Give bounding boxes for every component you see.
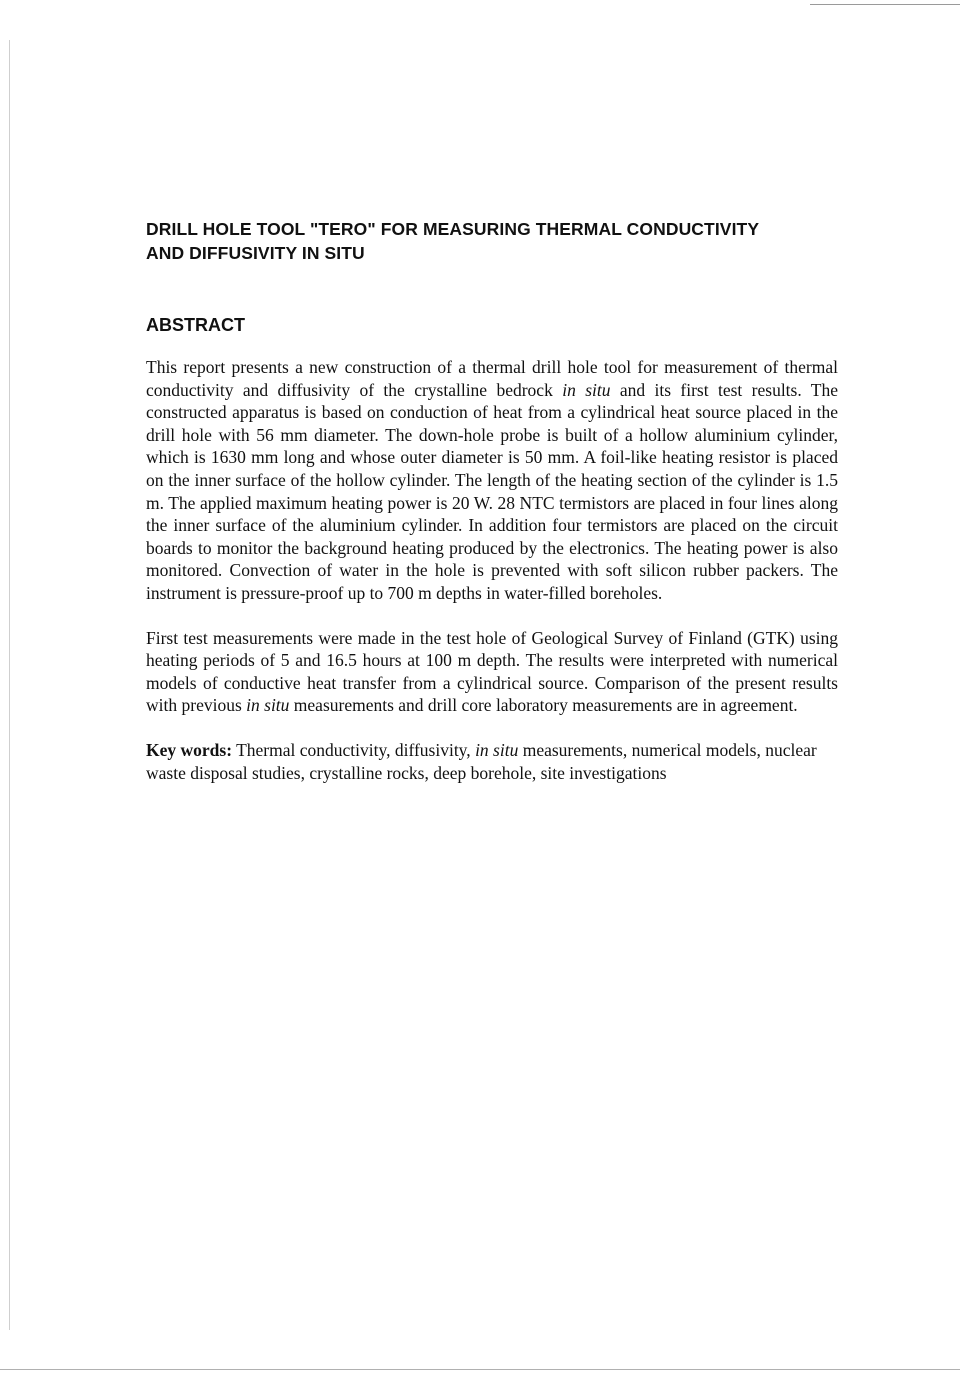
paragraph-2-text-b: measurements and drill core laboratory measurements are in agreement. bbox=[289, 695, 798, 716]
scan-top-rule bbox=[810, 4, 960, 5]
document-content bbox=[146, 217, 838, 802]
paragraph-2-italic: in situ bbox=[246, 695, 290, 716]
keywords-text-b: measurements, numerical models, nuclear waste disposal studies, crystalline rocks, deep borehole, site investigations bbox=[146, 739, 817, 783]
paragraph-1-text-a: This report presents a new construction of a thermal drill hole tool for measurement of thermal conductivity and diffusivity of the crystalline bedrock bbox=[146, 357, 838, 400]
keywords-paragraph bbox=[146, 739, 838, 784]
keywords-label: Key words: bbox=[146, 739, 233, 760]
abstract-paragraph-1 bbox=[146, 356, 838, 605]
paragraph-1-italic: in situ bbox=[562, 379, 611, 400]
paragraph-1-text-b: and its first test results. The constructed apparatus is based on conduction of heat from a cylindrical heat source placed in the drill hole with 56 mm diameter. The down-hole probe is built of a hollow aluminium cylinder, which is 1630 mm long and whose outer diameter is 50 mm. A foil-like heating resistor is placed on the inner surface of the hollow cylinder. The length of the heating section of the cylinder is 1.5 m. The applied maximum heating power is 20 W. 28 NTC termistors are placed in four lines along the inner surface of the aluminium cylinder. In addition four termistors are placed on the circuit boards to monitor the background heating produced by the electronics. The heating power is also monitored. Convection of water in the hole is prevented with soft silicon rubber packers. The instrument is pressure-proof up to 700 m depths in water-filled boreholes. bbox=[146, 379, 838, 603]
paragraph-2-text-a: First test measurements were made in the test hole of Geological Survey of Finland (GTK) using heating periods of 5 and 16.5 hours at 100 m depth. The results were interpreted with numerical models of conductive heat transfer from a cylindrical source. Comparison of the present results with previous bbox=[146, 627, 838, 716]
title-line-2: AND DIFFUSIVITY IN SITU bbox=[146, 243, 365, 263]
keywords-text-a: Thermal conductivity, diffusivity, bbox=[232, 739, 476, 760]
title-line-1: DRILL HOLE TOOL "TERO" FOR MEASURING THERMAL CONDUCTIVITY bbox=[146, 219, 760, 239]
document-title bbox=[146, 217, 838, 265]
scan-edge-line bbox=[9, 40, 10, 1330]
keywords-italic: in situ bbox=[475, 739, 519, 760]
abstract-heading: ABSTRACT bbox=[146, 315, 245, 335]
scan-bottom-rule bbox=[0, 1369, 960, 1370]
abstract-paragraph-2 bbox=[146, 627, 838, 717]
